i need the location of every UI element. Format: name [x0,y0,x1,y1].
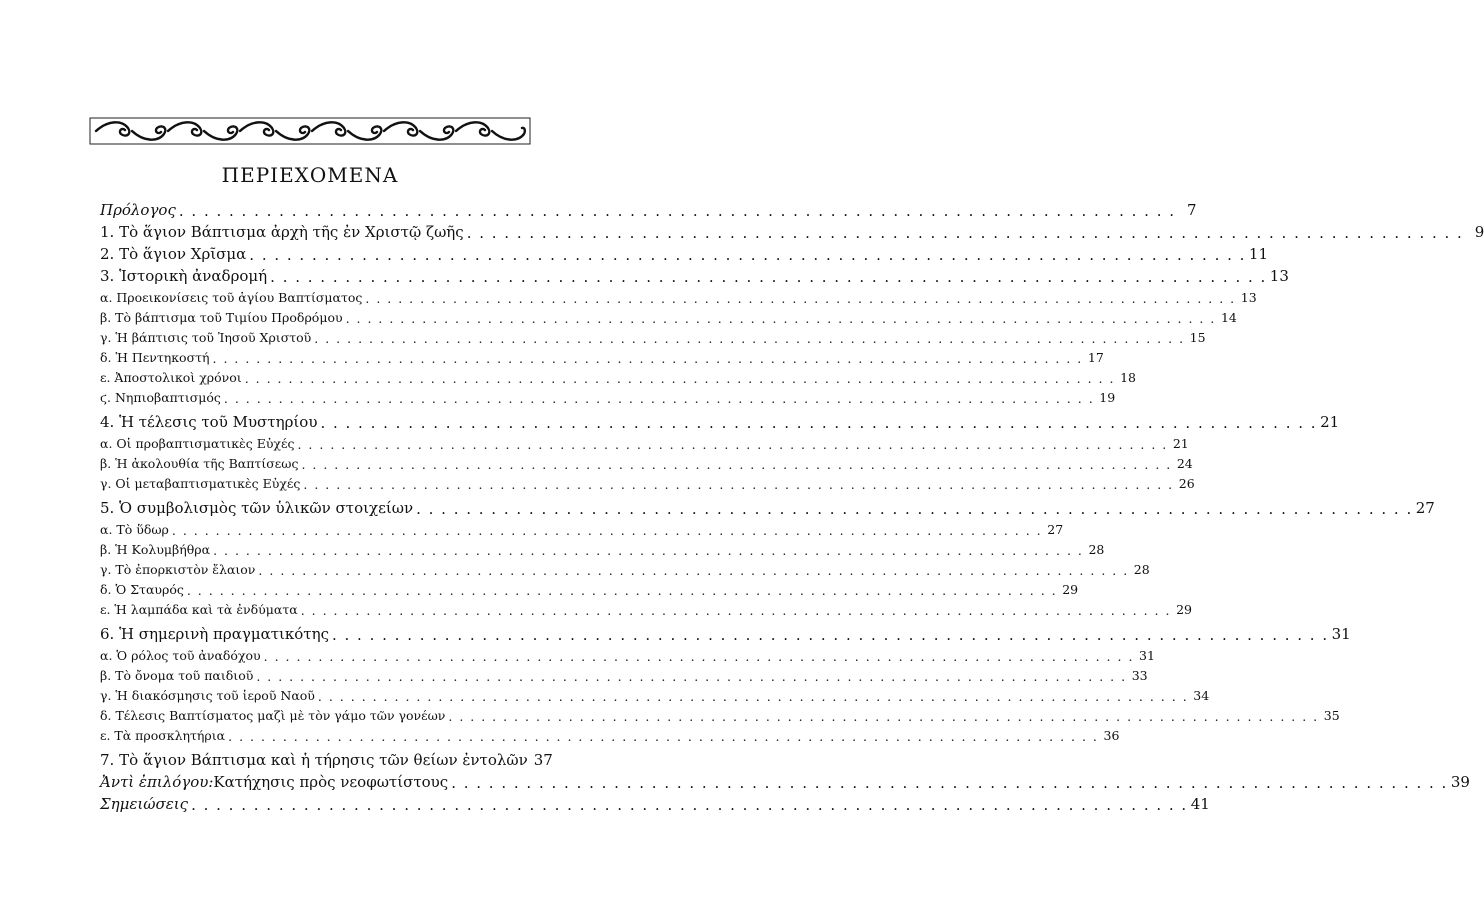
toc-entry [100,517,1064,537]
toc-dot-leader [346,313,1216,326]
toc-entry-label: α. Οἱ προβαπτισματικὲς Εὐχές [100,436,295,451]
toc-dot-leader [172,525,1042,538]
toc-page-number: 29 [1176,602,1192,617]
toc-page-number: 17 [1087,350,1104,365]
toc-page-number: 9 [1474,223,1484,241]
toc-entry-label: 2. Τὸ ἅγιον Χρῖσμα [100,245,247,263]
toc-entry-label: γ. Ἡ βάπτισις τοῦ Ἰησοῦ Χριστοῦ [100,330,312,345]
toc-entry-label: δ. Ὁ Σταυρός [100,582,184,597]
toc-entry-label: α. Προεικονίσεις τοῦ ἁγίου Βαπτίσματος [100,290,363,305]
toc-dot-leader [451,776,1448,791]
toc-page-number: 14 [1220,310,1237,325]
toc-entry-label: ε. Ἀποστολικοὶ χρόνοι [100,370,242,385]
toc-dot-leader [245,373,1115,386]
toc-entry-label: 4. Ἡ τέλεσις τοῦ Μυστηρίου [100,413,318,431]
toc-entry [100,471,1195,491]
toc-entry-label: ε. Ἡ λαμπάδα καὶ τὰ ἐνδύματα [100,602,298,617]
toc-entry-label: ε. Τὰ προσκλητήρια [100,728,226,743]
toc-entry-label: 1. Τὸ ἅγιον Βάπτισμα ἀρχὴ τῆς ἐν Χριστῷ ζωῆς [100,223,464,241]
toc-entry-label: δ. Τέλεσις Βαπτίσματος μαζὶ μὲ τὸν γάμο τῶν γονέων [100,708,446,723]
toc-entry [100,495,1435,517]
toc-entry-label: 5. Ὁ συμβολισμὸς τῶν ὑλικῶν στοιχείων [100,499,414,517]
toc-dot-leader [314,333,1184,346]
page-title: ΠΕΡΙΕΧΟΜΕΝΑ [221,163,399,187]
toc-entry [100,365,1136,385]
toc-page-number: 39 [1450,773,1470,791]
toc-dot-leader [320,416,1317,431]
toc-entry [100,663,1148,683]
toc-page-number: 27 [1415,499,1435,517]
toc-dot-leader [213,545,1083,558]
toc-entry [100,197,1197,219]
toc-entry [100,577,1079,597]
toc-dot-leader [179,204,1176,219]
toc-entry [100,723,1120,743]
toc-entry-label: β. Τὸ ὄνομα τοῦ παιδιοῦ [100,668,254,683]
toc-entry [100,345,1104,365]
toc-dot-leader [318,691,1188,704]
toc-entry [100,769,1470,791]
toc-page-number: 28 [1133,562,1150,577]
toc-entry-label-continued: Κατήχησις πρὸς νεοφωτίστους [213,773,449,791]
toc-entry-label: γ. Τὸ ἐπορκιστὸν ἔλαιον [100,562,256,577]
toc-page-number: 28 [1088,542,1105,557]
toc-page-number: 36 [1103,728,1120,743]
toc-dot-leader [467,226,1464,241]
toc-dot-leader [365,293,1235,306]
toc-page-number: 11 [1248,245,1268,263]
toc-entry [100,597,1192,617]
toc-entry-label: δ. Ἡ Πεντηκοστή [100,350,210,365]
toc-dot-leader [249,248,1246,263]
toc-entry [100,385,1116,405]
toc-page-number: 37 [533,751,553,769]
toc-entry-label: α. Τὸ ὕδωρ [100,522,169,537]
toc-entry [100,643,1155,663]
toc-page-number: 21 [1320,413,1340,431]
toc-dot-leader [258,565,1128,578]
toc-dot-leader [213,353,1083,366]
toc-page-number: 19 [1099,390,1116,405]
toc-entry-label: γ. Οἱ μεταβαπτισματικὲς Εὐχές [100,476,301,491]
toc-entry-label: 3. Ἱστορικὴ ἀναδρομή [100,267,268,285]
toc-page-number: 7 [1186,201,1197,219]
toc-page-number: 27 [1047,522,1064,537]
toc-dot-leader [297,439,1167,452]
toc-page-number: 21 [1172,436,1189,451]
toc-entry-label: Ἀντὶ ἐπιλόγου: [100,773,214,791]
toc-entry [100,263,1289,285]
toc-entry [100,537,1105,557]
toc-page-number: 26 [1178,476,1195,491]
toc-entry [100,219,1484,241]
toc-dot-leader [228,731,1098,744]
toc-page-number: 33 [1131,668,1148,683]
toc-entry [100,747,553,769]
toc-entry-label: α. Ὁ ρόλος τοῦ ἀναδόχου [100,648,261,663]
toc-dot-leader [224,393,1094,406]
toc-entry-label: Πρόλογος [100,201,176,219]
toc-entry-label: β. Ἡ ἀκολουθία τῆς Βαπτίσεως [100,456,299,471]
toc-page-number: 15 [1189,330,1206,345]
toc-dot-leader [332,628,1329,643]
toc-page-number: 13 [1269,267,1289,285]
toc-entry [100,683,1210,703]
toc-entry [100,305,1237,325]
toc-entry-label: ϛ. Νηπιοβαπτισμός [100,390,221,405]
toc-page-number: 35 [1323,708,1340,723]
toc-entry-label: Σημειώσεις [100,795,189,813]
toc-page-number: 31 [1139,648,1155,663]
toc-entry [100,241,1268,263]
toc-entry [100,325,1206,345]
toc-entry-label: β. Ἡ Κολυμβήθρα [100,542,211,557]
toc-page-number: 13 [1240,290,1257,305]
toc-entry [100,451,1193,471]
toc-page-number: 41 [1190,795,1210,813]
toc-dot-leader [187,585,1057,598]
toc-entry-label: 7. Τὸ ἅγιον Βάπτισμα καὶ ἡ τήρησις τῶν θείων ἐντολῶν [100,751,528,769]
toc-entry-label: β. Τὸ βάπτισμα τοῦ Τιμίου Προδρόμου [100,310,343,325]
toc-dot-leader [301,459,1171,472]
toc-entry-label: 6. Ἡ σημερινὴ πραγματικότης [100,625,329,643]
toc-page-number: 31 [1331,625,1351,643]
toc-entry-label: γ. Ἡ διακόσμησις τοῦ ἱεροῦ Ναοῦ [100,688,315,703]
toc-entry [100,621,1351,643]
toc-dot-leader [256,671,1126,684]
toc-page-number: 29 [1062,582,1079,597]
toc-entry [100,557,1150,577]
toc-entry [100,285,1257,305]
toc-page-number: 34 [1193,688,1210,703]
toc-entry [100,791,1210,813]
toc-dot-leader [270,270,1267,285]
toc-dot-leader [264,651,1134,664]
toc-dot-leader [301,605,1171,618]
toc-dot-leader [448,711,1318,724]
toc-page-number: 24 [1176,456,1193,471]
toc-dot-leader [416,502,1413,517]
toc-entry [100,431,1189,451]
toc-entry [100,703,1340,723]
toc-page-number: 18 [1120,370,1136,385]
table-of-contents [100,197,1484,813]
toc-entry [100,409,1340,431]
toc-dot-leader [191,798,1188,813]
toc-dot-leader [303,479,1173,492]
decorative-border-ornament [88,116,532,146]
